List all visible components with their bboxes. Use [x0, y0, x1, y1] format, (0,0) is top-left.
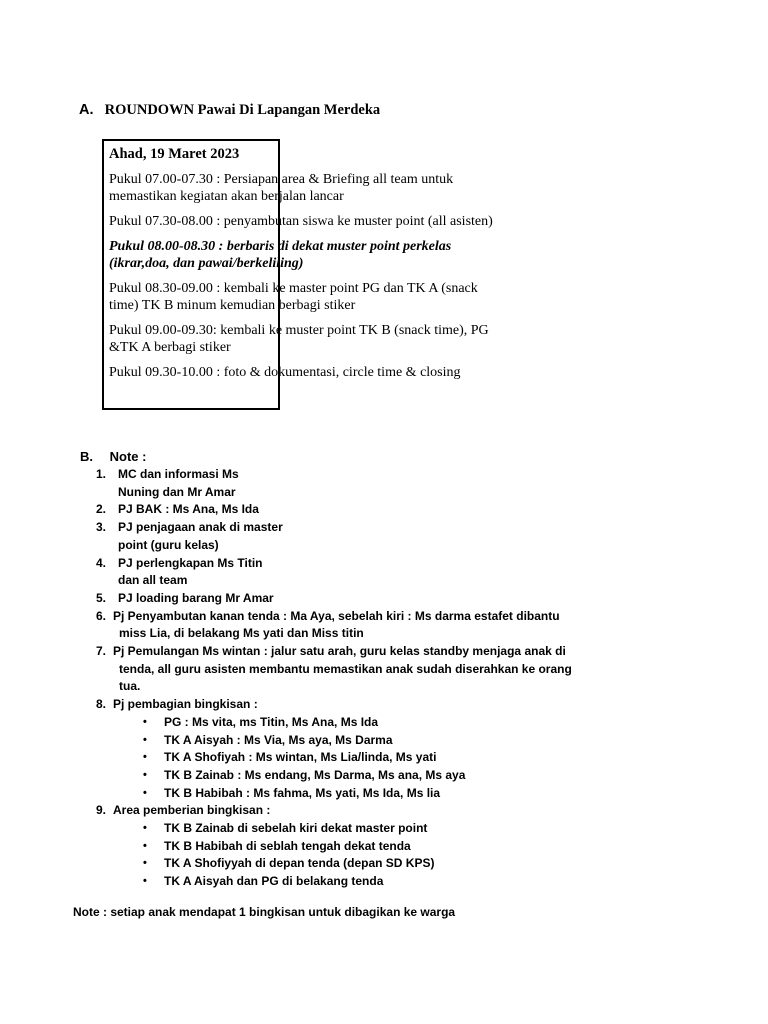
note-line: point (guru kelas)	[118, 537, 219, 552]
note-line: tua.	[119, 679, 141, 694]
note-item	[0, 643, 768, 696]
note-sub-text: TK B Zainab di sebelah kiri dekat master point	[164, 821, 428, 836]
schedule-line: &TK A berbagi stiker	[109, 340, 231, 355]
note-text	[118, 466, 768, 501]
schedule-line: Pukul 09.00-09.30: kembali ke muster point TK B (snack time), PG	[109, 323, 489, 338]
bullet-icon: •	[143, 751, 147, 764]
note-number: 4.	[96, 555, 107, 570]
note-text	[118, 555, 768, 590]
schedule-item	[109, 171, 549, 205]
note-number: 5.	[96, 590, 107, 605]
schedule-item	[109, 213, 549, 230]
note-number: 3.	[96, 520, 107, 535]
note-line: PJ penjagaan anak di master	[118, 520, 283, 535]
schedule-line: Pukul 08.30-09.00 : kembali ke master point PG dan TK A (snack	[109, 281, 478, 296]
note-number: 6.	[96, 608, 107, 623]
note-line: PJ loading barang Mr Amar	[118, 590, 274, 605]
note-text	[113, 608, 768, 643]
bullet-icon: •	[143, 839, 147, 852]
note-line: PJ BAK : Ms Ana, Ms Ida	[118, 502, 259, 517]
note-sub-item	[0, 855, 768, 873]
event-date: Ahad, 19 Maret 2023	[109, 146, 240, 162]
note-item	[0, 590, 768, 608]
section-b-letter: B.	[80, 449, 93, 464]
schedule	[109, 146, 549, 389]
section-a-title: ROUNDOWN Pawai Di Lapangan Merdeka	[104, 102, 381, 118]
schedule-item	[109, 238, 549, 272]
note-number: 9.	[96, 803, 107, 818]
note-sub-item	[0, 785, 768, 803]
note-number: 2.	[96, 502, 107, 517]
note-sub-item	[0, 714, 768, 732]
note-sub-item	[0, 820, 768, 838]
note-number: 8.	[96, 697, 107, 712]
note-sub-item	[0, 749, 768, 767]
schedule-line: (ikrar,doa, dan pawai/berkeliling)	[109, 256, 304, 271]
note-text	[113, 696, 768, 714]
bullet-icon: •	[143, 733, 147, 746]
note-text	[118, 501, 768, 519]
bullet-icon: •	[143, 822, 147, 835]
schedule-line: memastikan kegiatan akan berjalan lancar	[109, 189, 344, 204]
note-line: Area pemberian bingkisan :	[113, 803, 271, 818]
schedule-line: time) TK B minum kemudian berbagi stiker	[109, 298, 356, 313]
note-item	[0, 608, 768, 643]
note-sub-text: TK A Aisyah dan PG di belakang tenda	[164, 874, 384, 889]
note-line: tenda, all guru asisten membantu memastikan anak sudah diserahkan ke orang	[119, 661, 572, 676]
note-text	[113, 643, 768, 696]
note-line: miss Lia, di belakang Ms yati dan Miss titin	[119, 626, 364, 641]
note-line: Pj pembagian bingkisan :	[113, 697, 258, 712]
bullet-icon: •	[143, 715, 147, 728]
note-line: MC dan informasi Ms	[118, 467, 239, 481]
schedule-item	[109, 322, 549, 356]
bullet-icon: •	[143, 768, 147, 781]
note-sub-item	[0, 873, 768, 891]
note-sub-text: TK A Aisyah : Ms Via, Ms aya, Ms Darma	[164, 732, 393, 747]
note-sub-text: TK B Habibah di seblah tengah dekat tenda	[164, 838, 411, 853]
note-sub-item	[0, 838, 768, 856]
bullet-icon: •	[143, 786, 147, 799]
section-a-heading	[79, 102, 380, 119]
section-a-letter: A.	[79, 102, 94, 118]
note-line: PJ perlengkapan Ms Titin	[118, 555, 263, 570]
note-text	[118, 590, 768, 608]
note-sub-text: TK A Shofiyyah di depan tenda (depan SD KPS)	[164, 856, 435, 871]
note-text	[113, 802, 768, 820]
schedule-line: Pukul 09.30-10.00 : foto & dokumentasi, circle time & closing	[109, 365, 461, 380]
schedule-line: Pukul 08.00-08.30 : berbaris di dekat muster point perkelas	[109, 239, 452, 254]
notes-list	[0, 466, 768, 891]
note-item	[0, 519, 768, 554]
note-item	[0, 696, 768, 714]
schedule-item	[109, 280, 549, 314]
note-number: 1.	[96, 467, 107, 481]
note-sub-text: TK B Zainab : Ms endang, Ms Darma, Ms ana, Ms aya	[164, 767, 466, 782]
note-item	[0, 555, 768, 590]
note-item	[0, 501, 768, 519]
bullet-icon: •	[143, 875, 147, 888]
footer-note: Note : setiap anak mendapat 1 bingkisan untuk dibagikan ke warga	[73, 905, 456, 919]
note-number: 7.	[96, 644, 107, 659]
section-b-title: Note :	[109, 449, 147, 464]
schedule-line: Pukul 07.00-07.30 : Persiapan area & Briefing all team untuk	[109, 172, 454, 187]
schedule-item	[109, 364, 549, 381]
schedule-line: Pukul 07.30-08.00 : penyambutan siswa ke muster point (all asisten)	[109, 214, 493, 229]
note-text	[118, 519, 768, 554]
note-sub-text: TK B Habibah : Ms fahma, Ms yati, Ms Ida, Ms lia	[164, 785, 441, 800]
note-sub-text: TK A Shofiyah : Ms wintan, Ms Lia/linda, Ms yati	[164, 750, 437, 765]
note-line: Nuning dan Mr Amar	[118, 484, 236, 499]
note-sub-text: PG : Ms vita, ms Titin, Ms Ana, Ms Ida	[164, 714, 379, 729]
note-line: Pj Penyambutan kanan tenda : Ma Aya, sebelah kiri : Ms darma estafet dibantu	[113, 608, 560, 623]
section-b-heading	[80, 449, 146, 464]
note-sub-item	[0, 732, 768, 750]
note-sub-item	[0, 767, 768, 785]
note-line: dan all team	[118, 573, 188, 588]
note-line: Pj Pemulangan Ms wintan : jalur satu arah, guru kelas standby menjaga anak di	[113, 644, 566, 659]
note-item	[0, 802, 768, 820]
bullet-icon: •	[143, 857, 147, 870]
note-item	[0, 466, 768, 501]
